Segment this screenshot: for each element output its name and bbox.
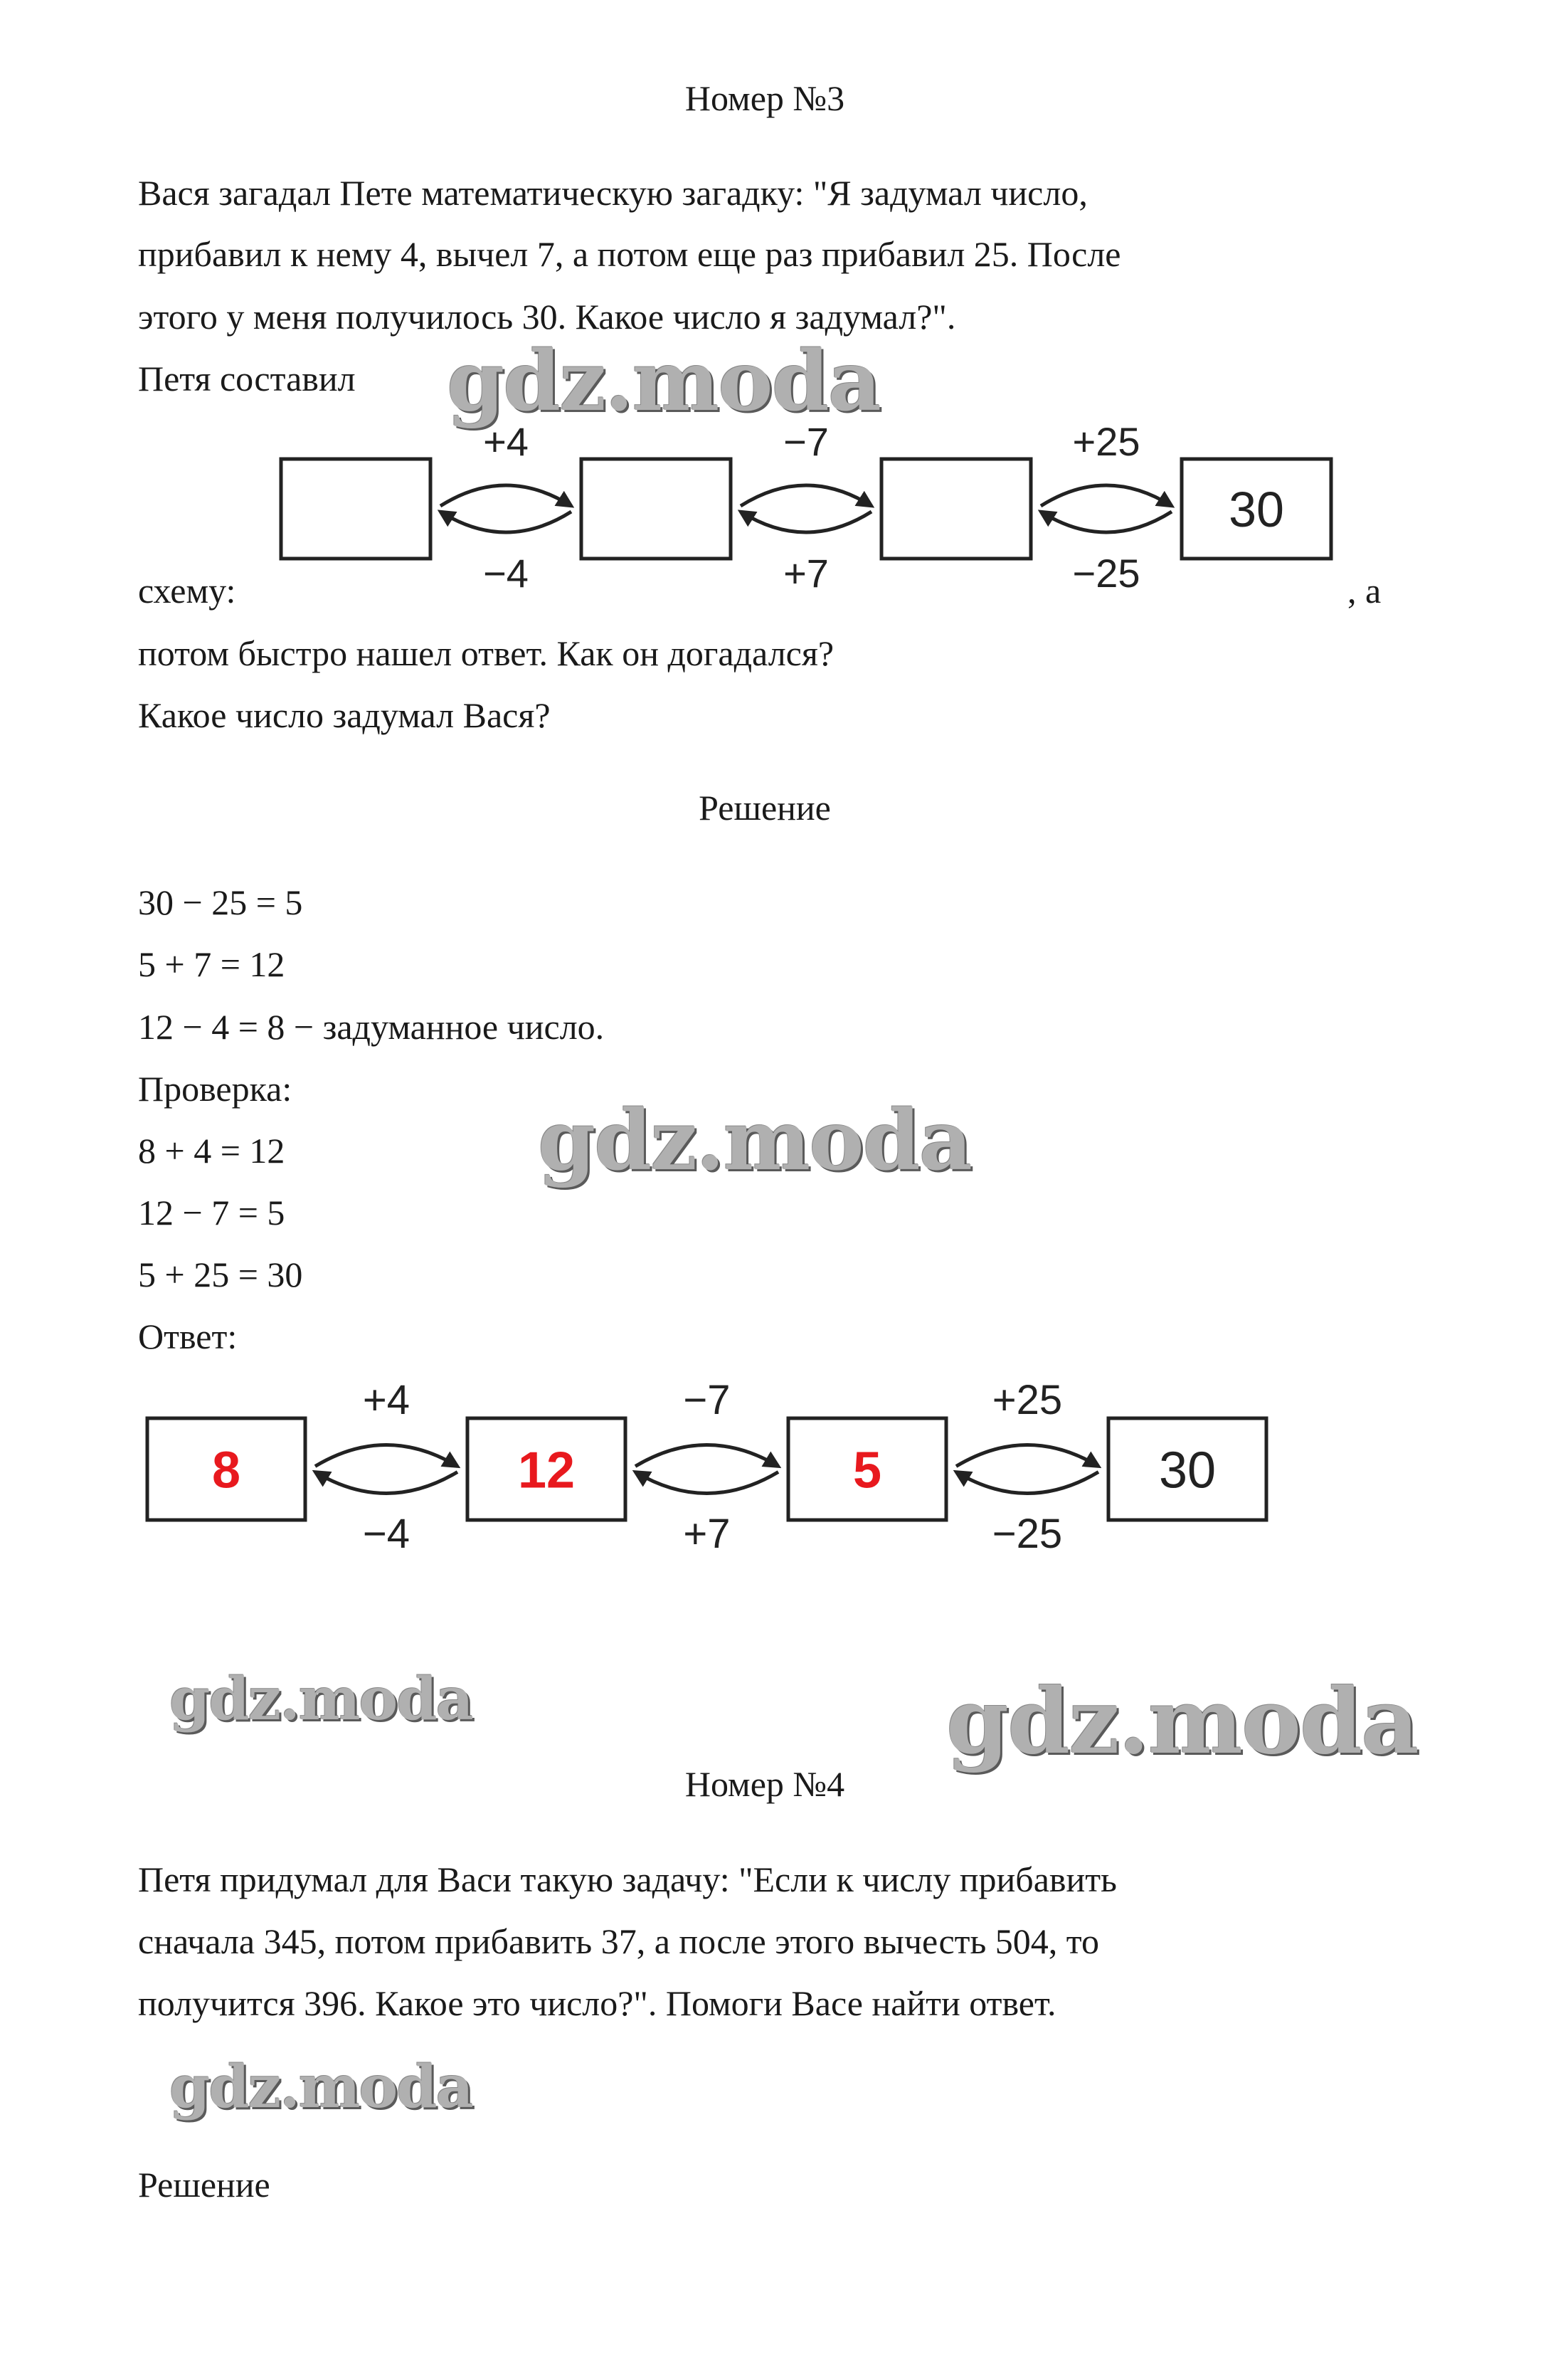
scheme-op-bottom-3: −25: [1072, 551, 1140, 594]
answer-scheme-arrow-forward-3: [956, 1445, 1098, 1467]
solution-heading: Решение: [699, 788, 831, 828]
watermark: gdz.moda: [447, 333, 880, 430]
answer-scheme-arrow-back-2: [635, 1472, 778, 1494]
watermark: gdz.moda: [169, 2053, 472, 2121]
problem3-after-line-1: потом быстро нашел ответ. Как он догадался?: [138, 633, 835, 673]
problem4-title: Номер №4: [684, 1764, 845, 1804]
answer-scheme-op-bottom-2: +7: [683, 1511, 731, 1555]
scheme-op-top-2: −7: [783, 420, 829, 464]
scheme-arrow-back-2: [741, 512, 872, 532]
problem3-after-scheme: , а: [1347, 571, 1382, 611]
scheme-box-2: [581, 459, 731, 559]
scheme-arrow-forward-1: [440, 485, 571, 506]
solution-line-1: 30 − 25 = 5: [138, 882, 303, 922]
answer-label: Ответ:: [138, 1316, 238, 1356]
watermark: gdz.moda: [169, 1665, 472, 1733]
answer-scheme-arrow-back-1: [315, 1472, 457, 1494]
solution-check-label: Проверка:: [138, 1069, 292, 1109]
answer-scheme-arrow-forward-1: [315, 1445, 457, 1467]
solution-check-3: 5 + 25 = 30: [138, 1255, 303, 1294]
problem3-after-line-2: Какое число задумал Вася?: [138, 695, 551, 735]
scheme-arrow-back-1: [440, 512, 571, 532]
problem3-scheme-word: схему:: [138, 571, 236, 611]
scheme-op-top-3: +25: [1072, 420, 1140, 464]
solution-line-3: 12 − 4 = 8 − задуманное число.: [138, 1007, 605, 1047]
problem3-line-3: этого у меня получилось 30. Какое число я задумал?".: [138, 297, 956, 337]
scheme-arrow-back-3: [1041, 512, 1172, 532]
answer-scheme-arrow-forward-2: [635, 1445, 778, 1467]
answer-scheme-box-value-3: 5: [852, 1442, 882, 1499]
solution-line-2: 5 + 7 = 12: [138, 944, 285, 984]
scheme-arrow-forward-2: [741, 485, 872, 506]
problem4-line-1: Петя придумал для Васи такую задачу: "Если к числу прибавить: [138, 1859, 1117, 1899]
answer-scheme-box-value-2: 12: [517, 1442, 576, 1499]
scheme-box-value-4: 30: [1229, 482, 1284, 538]
problem3-line-1: Вася загадал Пете математическую загадку: "Я задумал число,: [138, 173, 1088, 213]
scheme-op-bottom-2: +7: [783, 551, 829, 594]
scheme-op-top-1: +4: [483, 420, 529, 464]
scheme-op-bottom-1: −4: [483, 551, 529, 594]
problem3-line-2: прибавил к нему 4, вычел 7, а потом еще раз прибавил 25. После: [138, 234, 1121, 274]
problem4-line-2: сначала 345, потом прибавить 37, а после этого вычесть 504, то: [138, 1921, 1099, 1961]
problem4-line-3: получится 396. Какое это число?". Помоги Васе найти ответ.: [138, 1983, 1056, 2023]
answer-scheme-arrow-back-3: [956, 1472, 1098, 1494]
answer-scheme-op-top-2: −7: [683, 1377, 731, 1423]
answer-scheme-op-bottom-3: −25: [992, 1511, 1063, 1555]
answer-scheme-op-top-1: +4: [362, 1377, 410, 1423]
solution-check-2: 12 − 7 = 5: [138, 1193, 285, 1233]
answer-scheme: [139, 1377, 1291, 1555]
scheme-box-1: [281, 459, 430, 559]
problem3-title: Номер №3: [684, 78, 845, 118]
solution-check-1: 8 + 4 = 12: [138, 1131, 285, 1171]
scheme-arrow-forward-3: [1041, 485, 1172, 506]
problem3-pre-scheme: Петя составил: [138, 359, 356, 399]
answer-scheme-box-value-4: 30: [1158, 1442, 1217, 1499]
answer-scheme-box-value-1: 8: [211, 1442, 241, 1499]
answer-scheme-op-top-3: +25: [992, 1377, 1063, 1423]
watermark: gdz.moda: [538, 1092, 971, 1189]
answer-scheme-op-bottom-1: −4: [362, 1511, 410, 1555]
scheme-box-3: [881, 459, 1031, 559]
problem3-scheme: [270, 420, 1352, 594]
problem4-solution-heading: Решение: [138, 2165, 270, 2205]
watermark: gdz.moda: [946, 1669, 1418, 1774]
